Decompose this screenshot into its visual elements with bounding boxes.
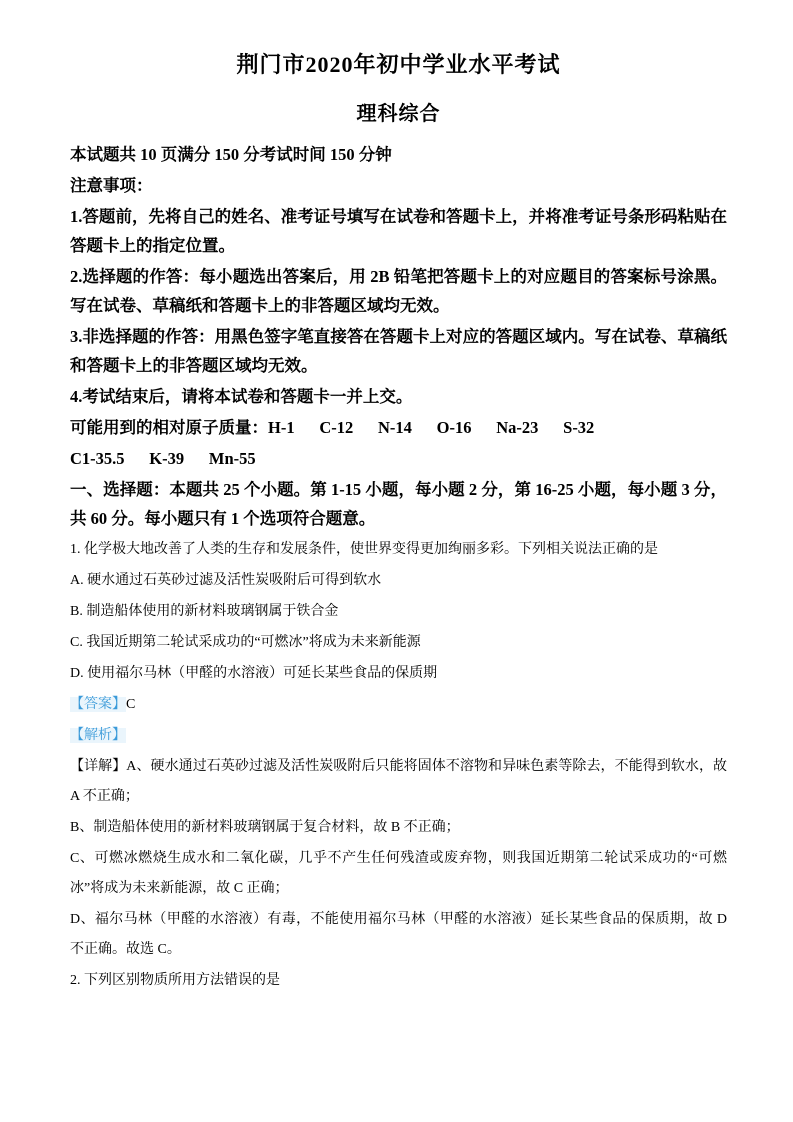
detail-text-a: A、硬水通过石英砂过滤及活性炭吸附后只能将固体不溶物和异味色素等除去，不能得到软水，故 A 不正确； <box>70 759 728 804</box>
answer-label: 【答案】 <box>70 697 126 712</box>
atomic-mass-line-1: 可能用到的相对原子质量：H-1 C-12 N-14 O-16 Na-23 S-32 <box>70 418 595 437</box>
notice-heading: 注意事项： <box>70 176 153 195</box>
question-1-option-a: A. 硬水通过石英砂过滤及活性炭吸附后可得到软水 <box>70 573 382 588</box>
notice-item-3: 3.非选择题的作答：用黑色签字笔直接答在答题卡上对应的答题区域内。写在试卷、草稿纸和答题卡上的非答题区域均无效。 <box>70 327 727 375</box>
detail-paragraph-d: D、福尔马林（甲醛的水溶液）有毒，不能使用福尔马林（甲醛的水溶液）延长某些食品的保质期，故 D 不正确。故选 C。 <box>70 912 727 957</box>
detail-label: 【详解】 <box>70 759 127 774</box>
analysis-label: 【解析】 <box>70 728 126 743</box>
paper-info-line: 本试题共 10 页满分 150 分考试时间 150 分钟 <box>70 145 392 164</box>
detail-paragraph-c: C、可燃冰燃烧生成水和二氧化碳，几乎不产生任何残渣或废弃物，则我国近期第二轮试采成功的“可燃冰”将成为未来新能源，故 C 正确； <box>70 851 727 896</box>
notice-item-2: 2.选择题的作答：每小题选出答案后，用 2B 铅笔把答题卡上的对应题目的答案标号涂黑。写在试卷、草稿纸和答题卡上的非答题区域均无效。 <box>70 267 727 315</box>
atomic-mass-line-2: C1-35.5 K-39 Mn-55 <box>70 449 256 468</box>
section-heading: 一、选择题：本题共 25 个小题。第 1-15 小题，每小题 2 分，第 16-25 小题，每小题 3 分，共 60 分。每小题只有 1 个选项符合题意。 <box>70 480 727 528</box>
detail-paragraph-b: B、制造船体使用的新材料玻璃钢属于复合材料，故 B 不正确； <box>70 820 460 835</box>
question-1-option-b: B. 制造船体使用的新材料玻璃钢属于铁合金 <box>70 604 339 619</box>
exam-subtitle: 理科综合 <box>356 103 441 125</box>
analysis-line <box>70 721 727 751</box>
question-2-stem: 2. 下列区别物质所用方法错误的是 <box>70 973 280 988</box>
detail-paragraph-a <box>70 752 727 812</box>
answer-line <box>70 690 727 720</box>
exam-title: 荆门市2020年初中学业水平考试 <box>236 52 561 77</box>
question-1-option-c: C. 我国近期第二轮试采成功的“可燃冰”将成为未来新能源 <box>70 635 421 650</box>
notice-item-1: 1.答题前，先将自己的姓名、准考证号填写在试卷和答题卡上，并将准考证号条形码粘贴在答题卡上的指定位置。 <box>70 207 727 255</box>
question-1-stem: 1. 化学极大地改善了人类的生存和发展条件，使世界变得更加绚丽多彩。下列相关说法正确的是 <box>70 542 658 557</box>
notice-item-4: 4.考试结束后，请将本试卷和答题卡一并上交。 <box>70 387 413 406</box>
question-1-option-d: D. 使用福尔马林（甲醛的水溶液）可延长某些食品的保质期 <box>70 666 438 681</box>
answer-value: C <box>126 697 136 712</box>
